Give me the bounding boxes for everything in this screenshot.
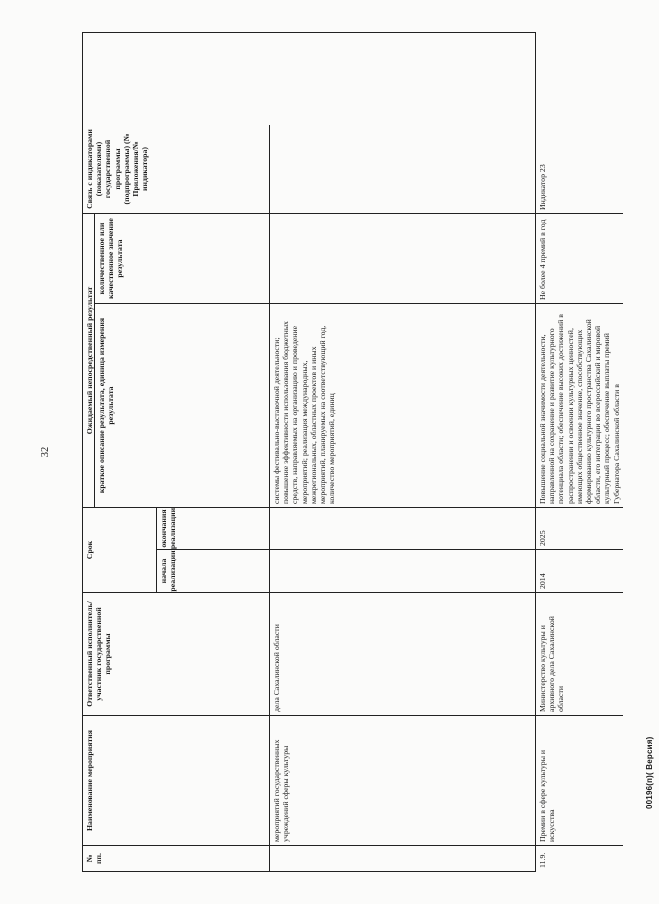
- row-name: мероприятий государственных учреждений сферы культуры: [270, 715, 536, 845]
- header-term-end: окончания реализации: [157, 507, 270, 549]
- header-result-desc: краткое описание результата, единица измерения результата: [95, 303, 270, 507]
- row-num: 11.9.: [536, 845, 623, 871]
- header-term-start: начала реализации: [157, 549, 270, 592]
- header-num: № пп.: [83, 845, 270, 871]
- document-version-code: 00196(п)( Версия): [645, 736, 654, 809]
- row-num: [270, 845, 536, 871]
- row-end: 2025: [536, 507, 623, 549]
- page-number: 32: [39, 446, 51, 458]
- header-term: Срок: [83, 507, 157, 592]
- row-link: Индикатор 23: [538, 164, 547, 210]
- header-name: Наименование мероприятия: [83, 715, 270, 845]
- row-start: [270, 549, 536, 592]
- row-start: 2014: [536, 549, 623, 592]
- header-result-value: количественное или качественное значение результата: [95, 213, 270, 303]
- row-description: Повышение социальной значимости деятельности, направленной на сохранение и развитие культурного потенциала области; обеспечение высоких достижений в распространении и освоении культурных ценностей, имеющих общественное значение, способствующих формированию культурного пространства Сахалинской области, его интеграции во всероссийский и мировой культурный процесс; обеспечение выплаты премий Губернатора Сахалинской области в: [536, 303, 623, 507]
- row-link: [270, 125, 536, 213]
- measures-table: [82, 32, 621, 872]
- row-end: [270, 507, 536, 549]
- row-value: [270, 213, 536, 303]
- row-value: Не более 4 премий в год: [536, 213, 623, 303]
- header-result: Ожидаемый непосредственный результат: [83, 213, 95, 507]
- row-description: системы фестивально-выставочной деятельности; повышение эффективности использования бюджетных средств, направляемых на организацию и проведение мероприятий; реализация международных, межрегиональных, областных проектов и иных мероприятий, планируемых на соответствующий год, количество мероприятий, единиц: [270, 303, 536, 507]
- row-executor: дела Сахалинской области: [270, 592, 536, 715]
- row-name: Премии в сфере культуры и искусства: [536, 715, 623, 845]
- header-executor: Ответственный исполнитель/участник государственной программы: [83, 592, 270, 715]
- header-link: Связь с индикаторами (показателями) государственной программы (подпрограммы) (№ Приложения/№ индикатора): [83, 125, 270, 213]
- row-executor: Министерство культуры и архивного дела Сахалинской области: [536, 592, 623, 715]
